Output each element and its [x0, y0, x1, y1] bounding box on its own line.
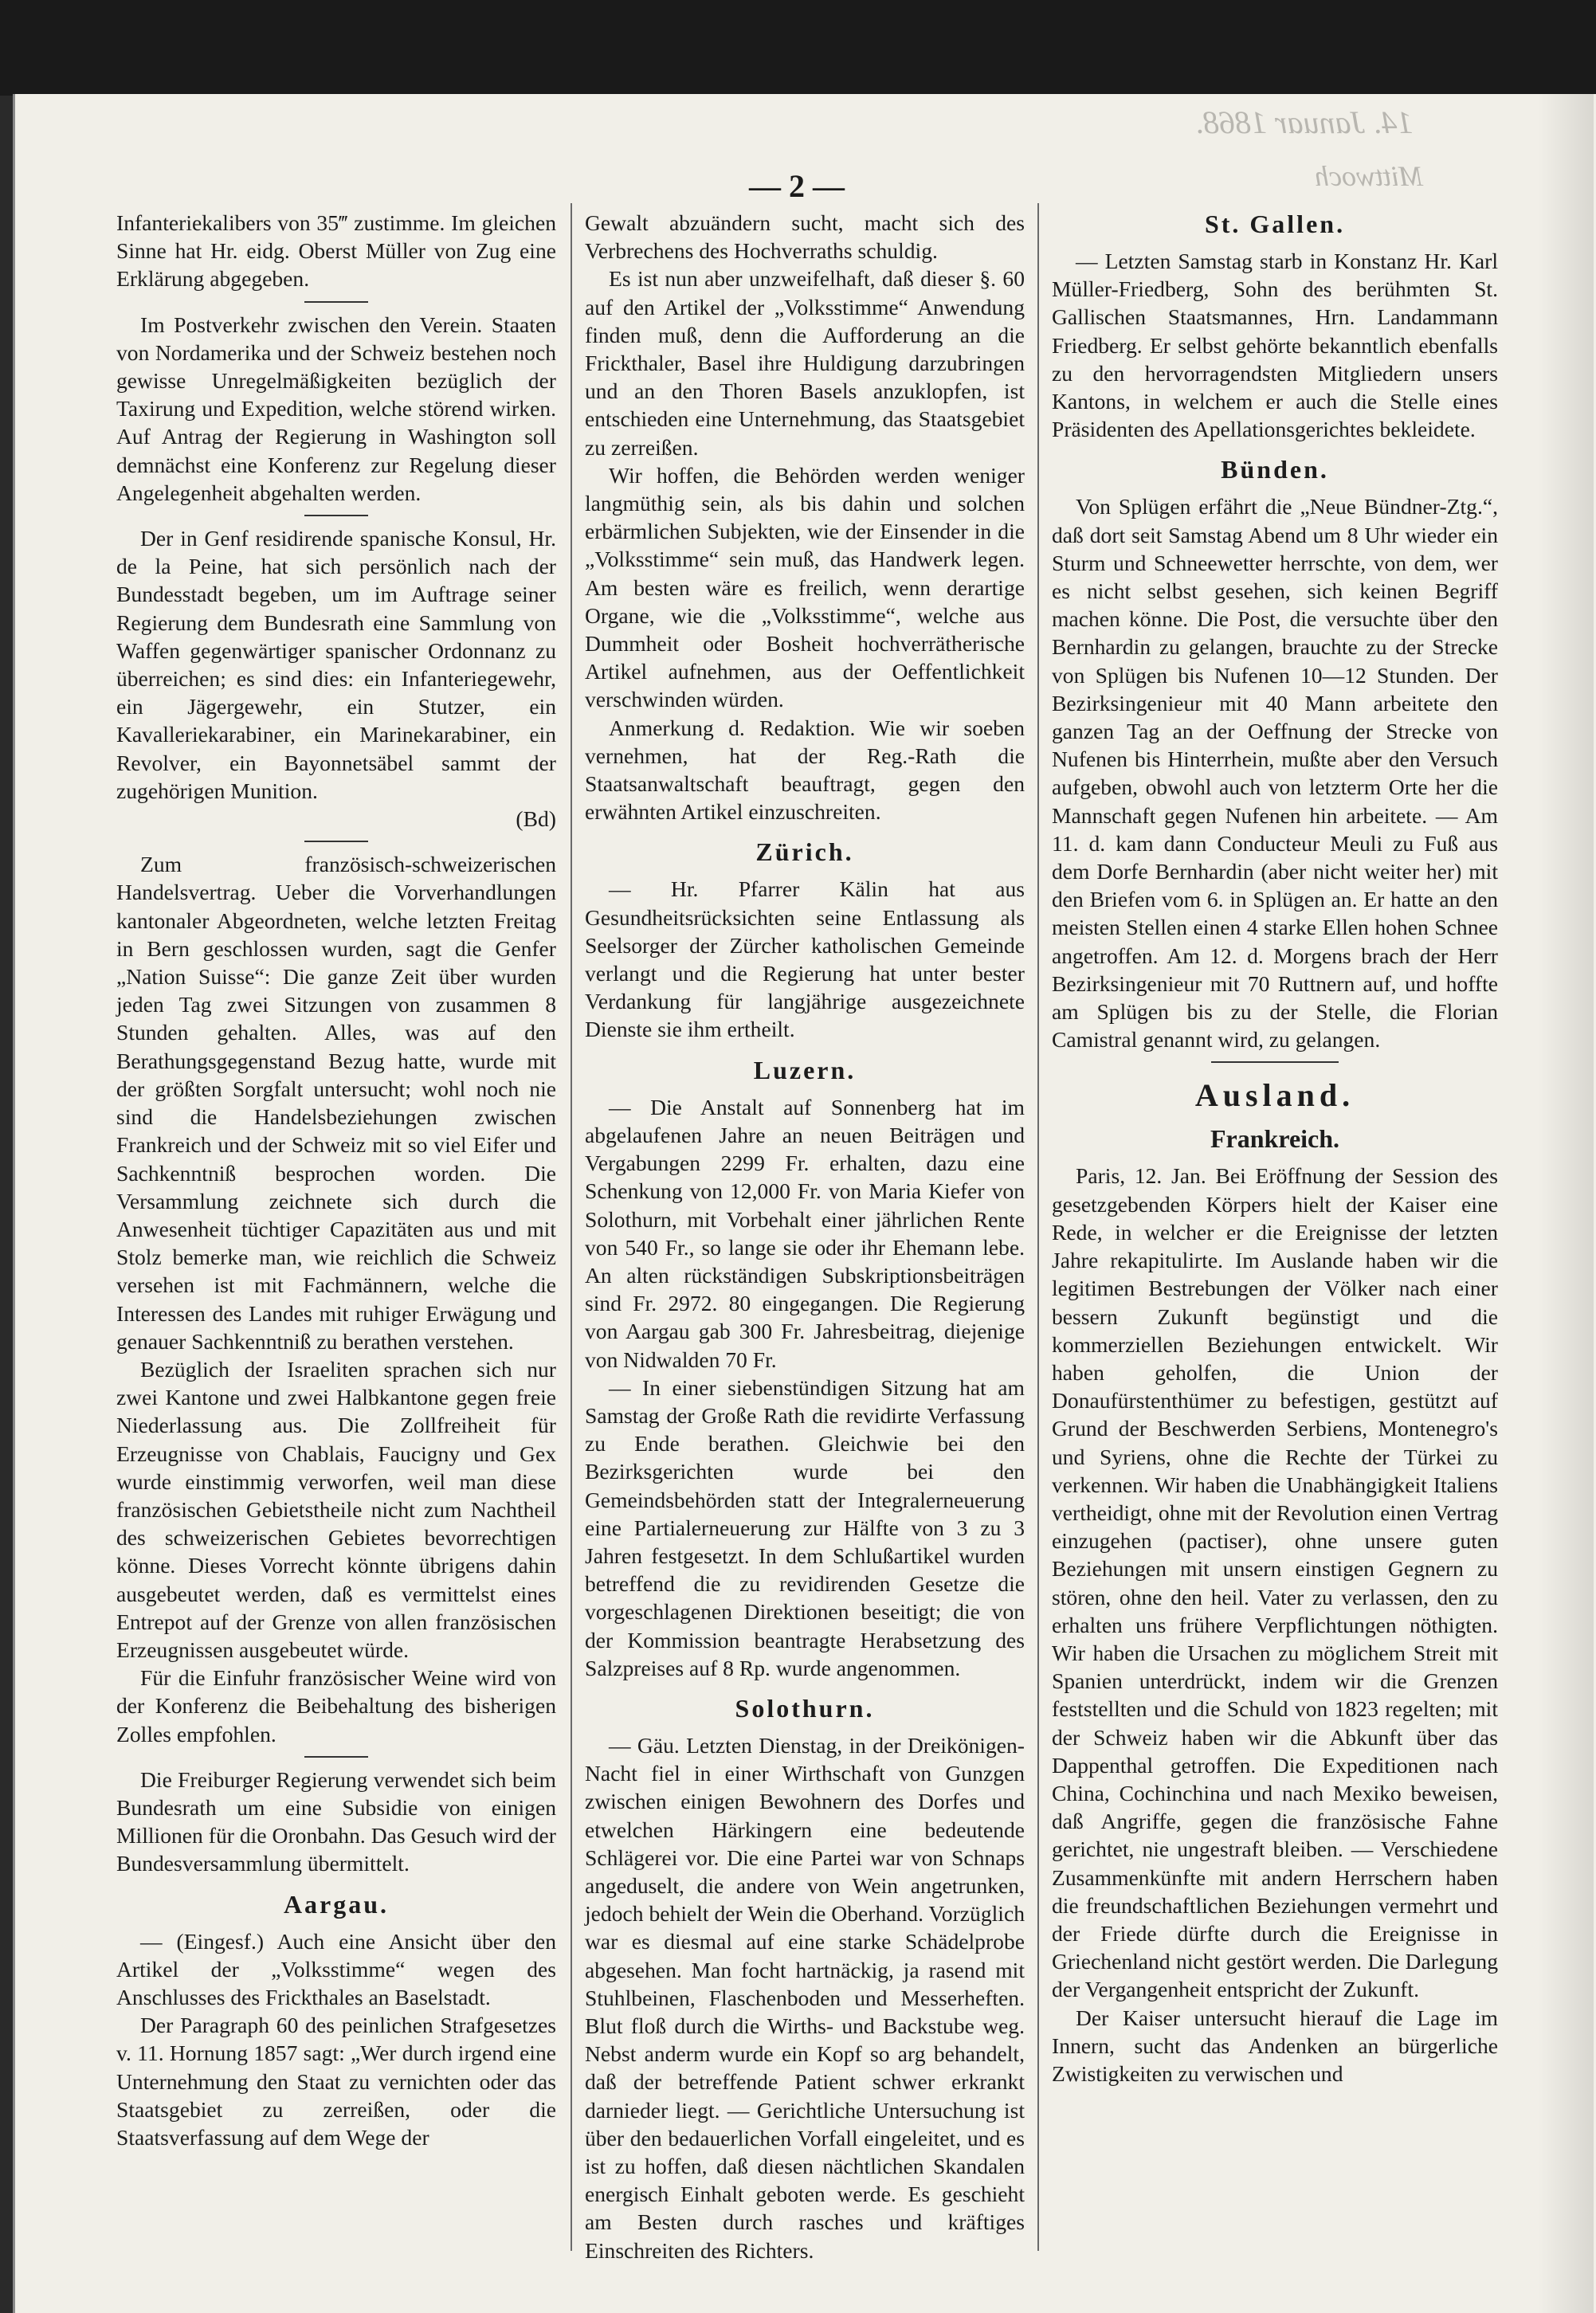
article-solothurn: — Gäu. Letzten Dienstag, in der Dreikönigen-Nacht fiel in einer Wirthschaft von Gunzgen zwischen einigen Bewohnern des Dorfes und etwelchen Härkingern eine bedeutende Schlägerei vor. Die eine Partei war von Schnaps angeduselt, die andere von Wein angetrunken, jedoch behielt der Wein die Oberhand. Vorzüglich war es diesmal auf eine starke Schädelprobe abgesehen. Man focht hartnäckig, ja rasend mit Stuhlbeinen, Flaschenboden und Messerheften. Blut floß durch die Wirths- und Backstube weg. Nebst anderm wurde ein Kopf so arg behandelt, daß der betreffende Patient schwer erkrankt darnieder liegt. — Gerichtliche Untersuchung ist über den bedauerlichen Vorfall eingeleitet, und es ist zu hoffen, daß diesen nächtlichen Skandalen energisch Einhalt geboten werde. Es geschieht am Besten durch rasches und kräftiges Einschreiten des Richters.	[585, 1732, 1025, 2263]
column-2	[585, 209, 1025, 2263]
scan-frame	[0, 96, 13, 2313]
article-weine: Für die Einfuhr französischer Weine wird von der Konferenz die Beibehaltung des bisherigen Zolles empfohlen.	[116, 1665, 556, 1747]
article-buenden: Von Splügen erfährt die „Neue Bündner-Ztg.“, daß dort seit Samstag Abend um 8 Uhr wieder ein Sturm und Schneewetter herrschte, von dem, wer es nicht selbst gesehen, sich keinen Begriff machen könne. Die Post, die versuchte über den Bernhardin zu gelangen, brauchte zu der Strecke von Splügen bis Nufenen 10—12 Stunden. Der Bezirksingenieur mit 40 Mann arbeitete den ganzen Tag an der Oeffnung der Strecke von Nufenen bis Hinterrhein, mußte aber den Versuch aufgeben, obwohl auch von letzterm Orte her die Mannschaft gegen Nufenen hin arbeitete. — Am 11. d. kam dann Conducteur Meuli zu Fuß aus dem Dorfe Bernhardin (aber nicht weiter her) mit den Briefen vom 6. in Splügen an. Er hatte an den meisten Stellen einen 4 starke Ellen hohen Schnee angetroffen. Am 12. d. Morgens brach der Herr Bezirksingenieur mit 70 Ruttnern auf, und hoffte am Splügen bis zu der Stelle, die Florian Camistral genannt wird, zu gelangen.	[1052, 494, 1498, 1053]
column-rule-1	[571, 203, 572, 2251]
article-zuerich: — Hr. Pfarrer Kälin hat aus Gesundheitsrücksichten seine Entlassung als Seelsorger der Zürcher katholischen Gemeinde verlangt und die Regierung hat unter bester Verdankung für langjährige ausgezeichnete Dienste sie ihm ertheilt.	[585, 876, 1025, 1042]
article-luzern-sonnenberg: — Die Anstalt auf Sonnenberg hat im abgelaufenen Jahre an neuen Beiträgen und Vergabungen 2299 Fr. erhalten, dazu eine Schenkung von 12,000 Fr. von Maria Kiefer von Solothurn, mit Vorbehalt einer jährlichen Rente von 540 Fr., so lange sie oder ihr Ehemann lebe. An alten rückständigen Subskriptionsbeiträgen sind Fr. 2972. 80 eingegangen. Die Regierung von Aargau gab 300 Fr. Jahresbeitrag, diejenige von Nidwalden 70 Fr.	[585, 1094, 1025, 1372]
separator	[304, 301, 368, 303]
article-frankreich-rede: Paris, 12. Jan. Bei Eröffnung der Session des gesetzgebenden Körpers hielt der Kaiser eine Rede, in welcher er die Ereignisse der letzten Jahre rekapitulirte. Im Auslande haben wir die legitimen Bestrebungen der Völker nach einer bessern Zukunft begünstigt und die kommerziellen Beziehungen entwickelt. Wir haben geholfen, die Union der Donaufürstenthümer zu befestigen, gestützt auf Grund der Beschwerden Serbiens, Montenegro's und Syriens, ohne die Rechte der Türkei zu verkennen. Wir haben die Unabhängigkeit Italiens vertheidigt, ohne mit der Revolution einen Vertrag einzugehen (pactiser), ohne unsere guten Beziehungen mit unsern einstigen Gegnern zu stören, ohne den heil. Vater zu verlassen, den zu erhalten uns frühere Verpflichtungen nöthigten. Wir haben die Ursachen zu möglichem Streit mit Spanien unterdrückt, indem wir die Grenzen feststellten und die Schuld von 1823 regelten; mit der Schweiz haben wir die Abkunft über das Dappenthal getroffen. Die Expeditionen nach China, Cochinchina und nach Mexiko beweisen, daß Angriffe, gegen die französische Fahne gerichtet, nie ungestraft bleiben. — Verschiedene Zusammenkünfte mit andern Herrschern haben die freundschaftlichen Beziehungen vermehrt und der Friede dürfte durch die Ereignisse in Griechenland nicht gestört werden. Die Darlegung der Vergangenheit entspricht der Zukunft.	[1052, 1163, 1498, 2002]
section-heading-buenden: Bünden.	[1221, 455, 1329, 484]
article-aargau-continued: Gewalt abzuändern sucht, macht sich des Verbrechens des Hochverraths schuldig.	[585, 210, 1025, 264]
section-heading-ausland: Ausland.	[1194, 1077, 1355, 1114]
section-heading-solothurn: Solothurn.	[735, 1693, 875, 1723]
column-1	[116, 209, 556, 2248]
article-aargau-volksstimme: Es ist nun aber unzweifelhaft, daß dieser §. 60 auf den Artikel der „Volksstimme“ Anwendung finden muß, denn die Aufforderung an die Frickthaler, Basel ihre Huldigung darzubringen und an den Thoren Basels anzuklopfen, ist entschieden eine Unternehmung, das Staatsgebiet zu zerreißen.	[585, 266, 1025, 460]
article-infanteriekaliber: Infanteriekalibers von 35‴ zustimme. Im gleichen Sinne hat Hr. eidg. Oberst Müller von Zug eine Erklärung abgegeben.	[116, 210, 556, 292]
article-spanischer-konsul: Der in Genf residirende spanische Konsul, Hr. de la Peine, hat sich persönlich nach der Bundesstadt begeben, um im Auftrage seiner Regierung dem Bundesrath eine Sammlung von Waffen gegenwärtiger spanischer Ordonnanz zu überreichen; es sind dies: ein Infanteriegewehr, ein Jägergewehr, ein Stutzer, ein Kavalleriekarabiner, ein Marinekarabiner, ein Revolver, ein Bayonnetsäbel sammt der zugehörigen Munition.	[116, 526, 556, 803]
section-heading-frankreich: Frankreich.	[1210, 1124, 1340, 1154]
bleedthrough-weekday: Mittwoch	[1315, 160, 1423, 192]
article-luzern-grosser-rath: — In einer siebenstündigen Sitzung hat am Samstag der Große Rath die revidirte Verfassung zu Ende berathen. Gleichwie bei den Bezirksgerichten wurde bei den Gemeindsbehörden statt der Integralerneuerung eine Partialerneuerung zur Hälfte von 3 zu 3 Jahren festgesetzt. In dem Schlußartikel wurden betreffend die zu revidirenden Gesetze die vorgeschlagenen Direktionen beseitigt; die von der Kommission beantragte Herabsetzung des Salzpreises auf 8 Rp. wurde angenommen.	[585, 1374, 1025, 1680]
separator	[304, 841, 368, 842]
article-israeliten: Bezüglich der Israeliten sprachen sich nur zwei Kantone und zwei Halbkantone gegen freie Niederlassung aus. Die Zollfreiheit für Erzeugnisse von Chablais, Faucigny und Gex wurde einstimmig verworfen, weil man diese französischen Gebietstheile nicht zum Nachtheil des schweizerischen Gebietes bevorrechtigen könne. Dieses Vorrecht könnte übrigens dahin ausgebeutet werden, daß es vermittelst eines Entrepot auf der Grenze von allen französischen Erzeugnissen ausgebeutet würde.	[116, 1356, 556, 1662]
article-postverkehr: Im Postverkehr zwischen den Verein. Staaten von Nordamerika und der Schweiz bestehen noch gewisse Unregelmäßigkeiten bezüglich der Taxirung und Expedition, welche störend wirken. Auf Antrag der Regierung in Washington soll demnächst eine Konferenz zur Regelung dieser Angelegenheit abgehalten werden.	[116, 312, 556, 505]
column-rule-2	[1037, 203, 1039, 2251]
article-st-gallen: — Letzten Samstag starb in Konstanz Hr. Karl Müller-Friedberg, Sohn des berühmten St. Gallischen Staatsmannes, Hrn. Landammann Friedberg. Er selbst gehörte bekanntlich ebenfalls zu den hervorragendsten Mitgliedern unsers Kantons, in welchem er auch die Stelle eines Präsidenten des Apellationsgerichtes bekleidete.	[1052, 249, 1498, 442]
article-aargau-behoerden: Wir hoffen, die Behörden werden weniger langmüthig sein, als bis dahin und solchen erbärmlichen Subjekten, wie der Einsender in die „Volksstimme“ sein muß, das Handwerk legen. Am besten wäre es freilich, wenn derartige Organe, wie die „Volksstimme“, welche aus Dummheit oder Bosheit hochverrätherische Artikel aufnehmen, aus der Oeffentlichkeit verschwinden würden.	[585, 462, 1025, 712]
separator	[1211, 1061, 1339, 1063]
separator	[304, 1756, 368, 1758]
section-heading-luzern: Luzern.	[753, 1055, 857, 1084]
article-aargau-anmerkung: Anmerkung d. Redaktion. Wie wir soeben vernehmen, hat der Reg.-Rath die Staatsanwaltschaft beauftragt, gegen den erwähnten Artikel einzuschreiten.	[585, 715, 1025, 825]
separator	[304, 515, 368, 516]
section-heading-zuerich: Zürich.	[755, 837, 854, 867]
article-aargau-paragraph: Der Paragraph 60 des peinlichen Strafgesetzes v. 11. Hornung 1857 sagt: „Wer durch irgend eine Unternehmung den Staat zu vernichten oder das Staatsgebiet zu zerreißen, oder die Staatsverfassung auf dem Wege der	[116, 2013, 556, 2150]
section-heading-aargau: Aargau.	[283, 1889, 390, 1919]
bleedthrough-date: 14. Januar 1868.	[1195, 104, 1414, 140]
article-handelsvertrag: Zum französisch-schweizerischen Handelsvertrag. Ueber die Vorverhandlungen kantonaler Abgeordneten, welche letzten Freitag in Bern geschlossen wurden, sagt die Genfer „Nation Suisse“: Die ganze Zeit über wurden jeden Tag zwei Sitzungen von zusammen 8 Stunden gehalten. Alles, was auf den Berathungsgegenstand Bezug hatte, wurde mit der größten Sorgfalt untersucht; wohl noch nie sind die Handelsbeziehungen zwischen Frankreich und der Schweiz mit so viel Eifer und Sachkenntniß besprochen worden. Die Versammlung zeichnete sich durch die Anwesenheit tüchtiger Capazitäten aus und mit Stolz bemerke man, wie reichlich die Schweiz versehen ist mit Fachmännern, welche die Interessen des Landes mit ruhiger Erwägung und genauer Sachkenntniß zu berathen verstehen.	[116, 852, 556, 1354]
article-frankreich-innern: Der Kaiser untersucht hierauf die Lage im Innern, sucht das Andenken an bürgerliche Zwistigkeiten zu verwischen und	[1052, 2005, 1498, 2086]
section-heading-st-gallen: St. Gallen.	[1204, 210, 1346, 238]
article-signature: (Bd)	[516, 806, 556, 832]
column-3	[1052, 209, 1498, 2248]
article-freiburger-regierung: Die Freiburger Regierung verwendet sich beim Bundesrath um eine Subsidie von einigen Millionen für die Oronbahn. Das Gesuch wird der Bundesversammlung übermittelt.	[116, 1766, 556, 1876]
page-number: — 2 —	[749, 168, 845, 204]
article-aargau-intro: — (Eingesf.) Auch eine Ansicht über den Artikel der „Volksstimme“ wegen des Anschlusses des Frickthales an Baselstadt.	[116, 1928, 556, 2009]
